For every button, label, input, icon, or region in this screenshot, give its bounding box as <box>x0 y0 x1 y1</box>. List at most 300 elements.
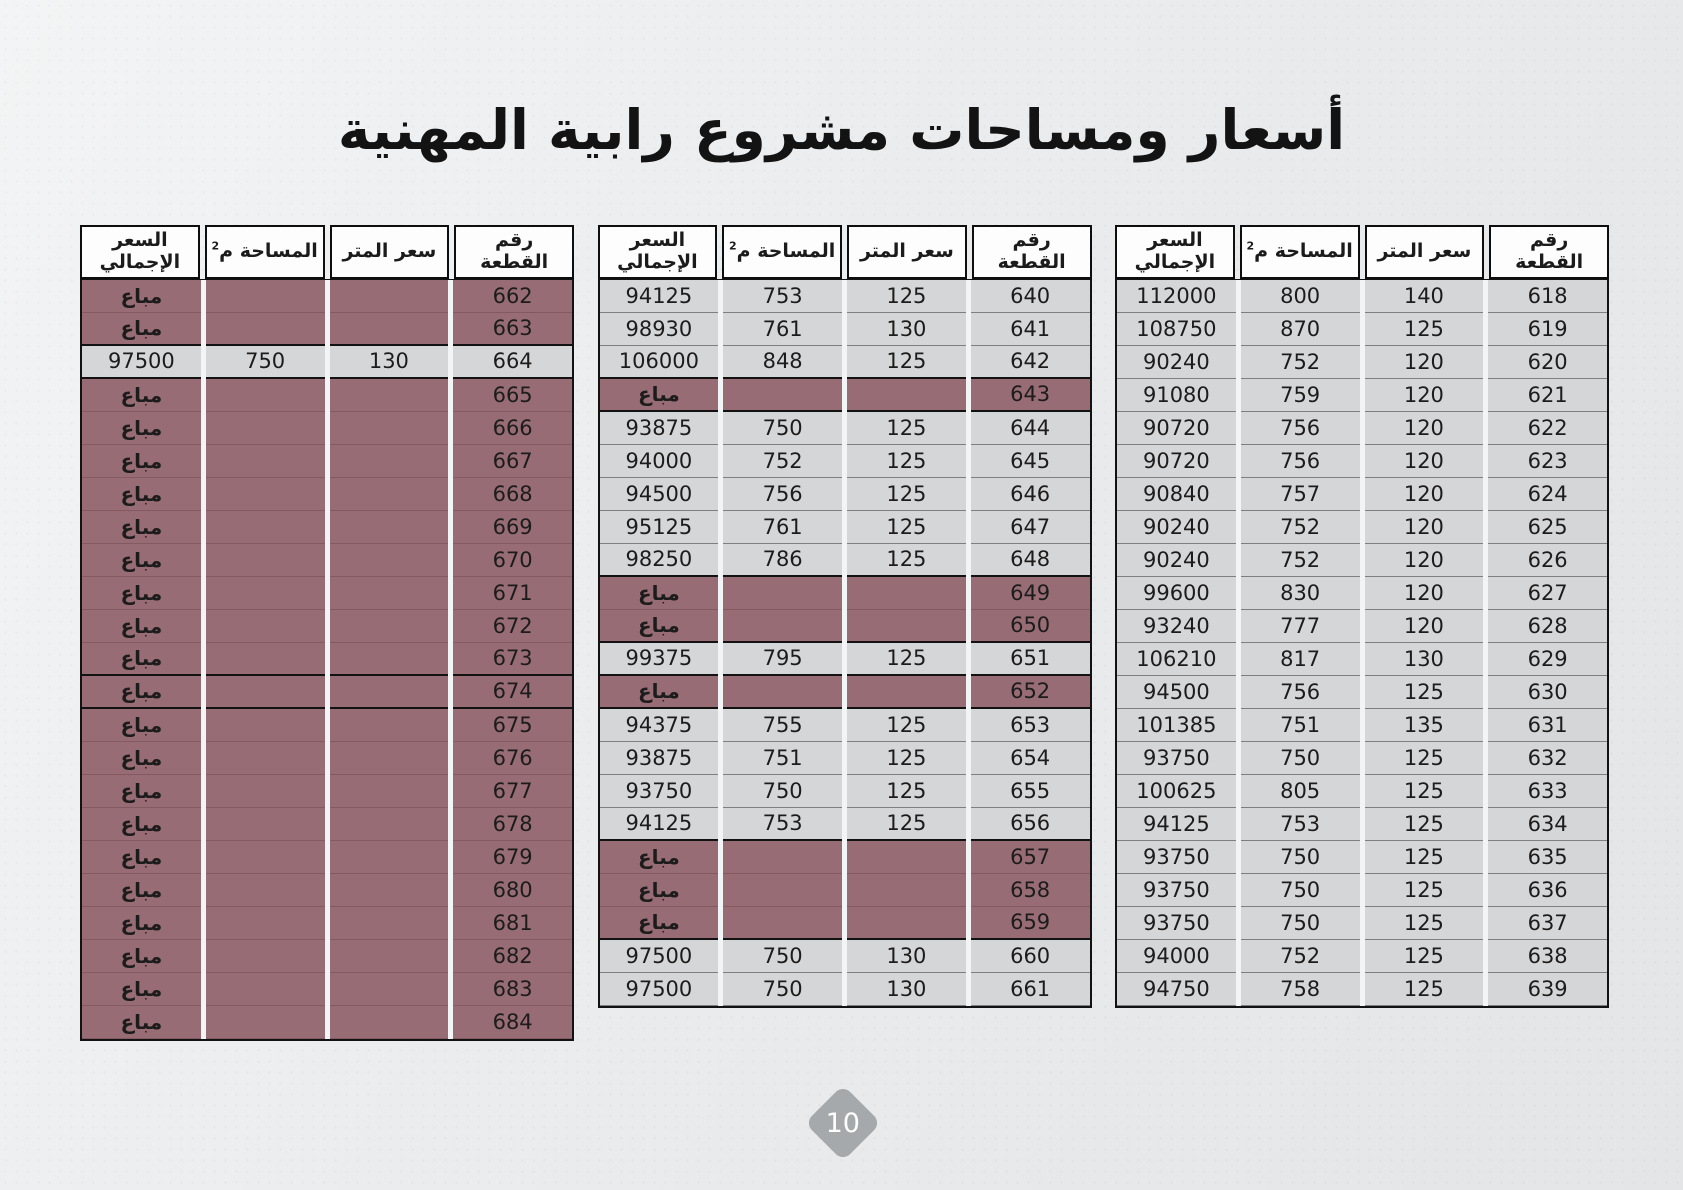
price-table-618-639 <box>1115 225 1609 1008</box>
cell-plot: 670 <box>453 544 572 577</box>
cell-area: 759 <box>1241 379 1360 412</box>
cell-plot: 641 <box>971 313 1090 346</box>
cell-plot: 622 <box>1488 412 1607 445</box>
header-total-price-label: السعر الإجمالي <box>1134 229 1216 273</box>
cell-area <box>206 610 325 643</box>
cell-total: 93240 <box>1117 610 1236 643</box>
header-meter-price-label: سعر المتر <box>859 239 954 262</box>
cell-area <box>206 841 325 874</box>
sold-cell: مباع <box>82 808 201 841</box>
cell-plot: 633 <box>1488 775 1607 808</box>
cell-total: 94000 <box>600 445 719 478</box>
sold-cell: مباع <box>82 742 201 775</box>
sold-cell: مباع <box>82 610 201 643</box>
cell-meter <box>330 280 449 313</box>
sold-cell: مباع <box>82 445 201 478</box>
cell-plot: 659 <box>971 907 1090 940</box>
sold-cell: مباع <box>600 379 719 412</box>
sold-cell: مباع <box>600 907 719 940</box>
cell-area: 756 <box>723 478 842 511</box>
header-meter-price <box>1365 225 1485 279</box>
cell-meter <box>847 841 966 874</box>
sold-cell: مباع <box>600 841 719 874</box>
cell-plot: 672 <box>453 610 572 643</box>
table-header-row <box>598 225 1092 279</box>
cell-meter <box>330 478 449 511</box>
cell-area: 752 <box>1241 544 1360 577</box>
cell-total: 90840 <box>1117 478 1236 511</box>
cell-meter <box>330 709 449 742</box>
header-plot-number <box>972 225 1092 279</box>
cell-meter: 125 <box>847 742 966 775</box>
sold-cell: مباع <box>82 379 201 412</box>
cell-plot: 661 <box>971 973 1090 1006</box>
cell-meter: 125 <box>1365 841 1484 874</box>
cell-meter <box>330 676 449 709</box>
header-area <box>205 225 325 279</box>
cell-plot: 625 <box>1488 511 1607 544</box>
cell-area <box>206 808 325 841</box>
cell-area: 752 <box>1241 346 1360 379</box>
cell-plot: 644 <box>971 412 1090 445</box>
cell-area: 750 <box>723 973 842 1006</box>
header-meter-price-label: سعر المتر <box>1377 239 1472 262</box>
cell-plot: 640 <box>971 280 1090 313</box>
header-meter-price <box>330 225 450 279</box>
cell-total: 97500 <box>600 973 719 1006</box>
cell-area: 751 <box>723 742 842 775</box>
sold-cell: مباع <box>82 478 201 511</box>
cell-meter <box>330 610 449 643</box>
cell-plot: 618 <box>1488 280 1607 313</box>
cell-area <box>723 577 842 610</box>
cell-plot: 669 <box>453 511 572 544</box>
cell-meter: 120 <box>1365 511 1484 544</box>
cell-plot: 645 <box>971 445 1090 478</box>
cell-plot: 682 <box>453 940 572 973</box>
cell-plot: 647 <box>971 511 1090 544</box>
cell-total: 94125 <box>1117 808 1236 841</box>
cell-plot: 631 <box>1488 709 1607 742</box>
cell-area: 750 <box>723 940 842 973</box>
cell-meter: 125 <box>1365 907 1484 940</box>
header-plot-number-label: رقم القطعة <box>1515 229 1584 273</box>
cell-area: 777 <box>1241 610 1360 643</box>
table-body-640-661 <box>598 279 1092 1008</box>
header-area-label: المساحة م$^2$ <box>729 239 836 262</box>
cell-meter <box>330 1006 449 1039</box>
cell-total: 93750 <box>1117 841 1236 874</box>
cell-area: 870 <box>1241 313 1360 346</box>
cell-meter: 125 <box>1365 940 1484 973</box>
cell-area <box>723 379 842 412</box>
cell-meter: 120 <box>1365 478 1484 511</box>
cell-plot: 649 <box>971 577 1090 610</box>
sold-cell: مباع <box>82 973 201 1006</box>
cell-plot: 663 <box>453 313 572 346</box>
cell-area <box>206 544 325 577</box>
cell-meter <box>330 808 449 841</box>
cell-area: 750 <box>1241 907 1360 940</box>
cell-plot: 627 <box>1488 577 1607 610</box>
sold-cell: مباع <box>82 874 201 907</box>
cell-total: 93750 <box>1117 907 1236 940</box>
cell-plot: 679 <box>453 841 572 874</box>
cell-plot: 667 <box>453 445 572 478</box>
cell-meter: 125 <box>847 478 966 511</box>
header-total-price <box>1115 225 1235 279</box>
header-plot-number <box>1489 225 1609 279</box>
cell-plot: 635 <box>1488 841 1607 874</box>
cell-area: 755 <box>723 709 842 742</box>
cell-area: 795 <box>723 643 842 676</box>
cell-area: 750 <box>723 775 842 808</box>
cell-plot: 626 <box>1488 544 1607 577</box>
cell-area: 753 <box>723 280 842 313</box>
cell-plot: 671 <box>453 577 572 610</box>
cell-area: 757 <box>1241 478 1360 511</box>
sold-cell: مباع <box>82 412 201 445</box>
table-body-662-684 <box>80 279 574 1041</box>
cell-plot: 629 <box>1488 643 1607 676</box>
sold-cell: مباع <box>82 1006 201 1039</box>
header-area-label: المساحة م$^2$ <box>211 239 318 262</box>
cell-meter <box>330 412 449 445</box>
cell-meter <box>330 940 449 973</box>
cell-total: 112000 <box>1117 280 1236 313</box>
cell-meter: 125 <box>1365 313 1484 346</box>
header-plot-number-label: رقم القطعة <box>480 229 549 273</box>
cell-meter: 125 <box>847 280 966 313</box>
header-area <box>1240 225 1360 279</box>
cell-area <box>206 907 325 940</box>
cell-meter: 125 <box>847 511 966 544</box>
header-total-price-label: السعر الإجمالي <box>617 229 698 273</box>
cell-meter <box>847 874 966 907</box>
cell-meter <box>847 610 966 643</box>
cell-total: 90720 <box>1117 412 1236 445</box>
cell-plot: 646 <box>971 478 1090 511</box>
sold-cell: مباع <box>82 940 201 973</box>
cell-plot: 643 <box>971 379 1090 412</box>
cell-meter: 125 <box>847 544 966 577</box>
cell-plot: 623 <box>1488 445 1607 478</box>
page-title: أسعار ومساحات مشروع رابية المهنية <box>337 98 1346 162</box>
cell-total: 93875 <box>600 742 719 775</box>
sold-cell: مباع <box>82 643 201 676</box>
sold-cell: مباع <box>82 511 201 544</box>
cell-total: 99600 <box>1117 577 1236 610</box>
cell-meter: 130 <box>847 313 966 346</box>
cell-total: 99375 <box>600 643 719 676</box>
cell-meter <box>330 742 449 775</box>
cell-meter: 125 <box>1365 775 1484 808</box>
cell-meter <box>330 973 449 1006</box>
sold-cell: مباع <box>82 907 201 940</box>
cell-area <box>206 973 325 1006</box>
cell-plot: 619 <box>1488 313 1607 346</box>
cell-meter <box>330 379 449 412</box>
cell-meter <box>330 544 449 577</box>
sold-cell: مباع <box>82 709 201 742</box>
cell-meter <box>330 313 449 346</box>
cell-area: 830 <box>1241 577 1360 610</box>
cell-area: 848 <box>723 346 842 379</box>
cell-plot: 621 <box>1488 379 1607 412</box>
cell-total: 93875 <box>600 412 719 445</box>
cell-total: 94750 <box>1117 973 1236 1006</box>
cell-meter: 125 <box>1365 676 1484 709</box>
cell-plot: 630 <box>1488 676 1607 709</box>
cell-meter: 130 <box>1365 643 1484 676</box>
cell-plot: 624 <box>1488 478 1607 511</box>
cell-plot: 677 <box>453 775 572 808</box>
cell-meter <box>847 577 966 610</box>
cell-plot: 675 <box>453 709 572 742</box>
cell-meter: 130 <box>847 973 966 1006</box>
cell-plot: 658 <box>971 874 1090 907</box>
cell-area <box>206 643 325 676</box>
cell-area <box>206 709 325 742</box>
header-plot-number-label: رقم القطعة <box>997 229 1066 273</box>
cell-area: 750 <box>1241 874 1360 907</box>
cell-total: 93750 <box>1117 874 1236 907</box>
header-area-label: المساحة م$^2$ <box>1246 239 1353 262</box>
cell-meter <box>847 907 966 940</box>
cell-area: 750 <box>1241 841 1360 874</box>
cell-plot: 680 <box>453 874 572 907</box>
cell-area: 756 <box>1241 445 1360 478</box>
header-area <box>722 225 842 279</box>
sold-cell: مباع <box>82 280 201 313</box>
cell-meter <box>847 379 966 412</box>
cell-plot: 620 <box>1488 346 1607 379</box>
cell-area <box>206 874 325 907</box>
cell-meter: 120 <box>1365 346 1484 379</box>
cell-plot: 684 <box>453 1006 572 1039</box>
cell-plot: 650 <box>971 610 1090 643</box>
cell-plot: 657 <box>971 841 1090 874</box>
cell-plot: 662 <box>453 280 572 313</box>
cell-total: 93750 <box>600 775 719 808</box>
cell-meter <box>330 907 449 940</box>
cell-area <box>723 610 842 643</box>
cell-meter <box>330 874 449 907</box>
cell-area <box>723 874 842 907</box>
cell-meter: 130 <box>847 940 966 973</box>
cell-area: 761 <box>723 511 842 544</box>
sold-cell: مباع <box>600 874 719 907</box>
cell-area: 750 <box>1241 742 1360 775</box>
header-total-price <box>80 225 200 279</box>
cell-meter: 125 <box>847 775 966 808</box>
cell-area: 752 <box>723 445 842 478</box>
cell-meter: 125 <box>847 808 966 841</box>
cell-meter: 125 <box>1365 742 1484 775</box>
cell-meter <box>330 511 449 544</box>
cell-plot: 642 <box>971 346 1090 379</box>
cell-plot: 656 <box>971 808 1090 841</box>
cell-plot: 664 <box>453 346 572 379</box>
cell-meter: 125 <box>1365 973 1484 1006</box>
cell-area: 805 <box>1241 775 1360 808</box>
cell-area <box>723 907 842 940</box>
cell-plot: 676 <box>453 742 572 775</box>
cell-area: 753 <box>1241 808 1360 841</box>
cell-plot: 639 <box>1488 973 1607 1006</box>
cell-area <box>723 676 842 709</box>
cell-total: 94375 <box>600 709 719 742</box>
cell-area: 758 <box>1241 973 1360 1006</box>
cell-area: 800 <box>1241 280 1360 313</box>
cell-area <box>206 742 325 775</box>
header-plot-number <box>454 225 574 279</box>
cell-area <box>723 841 842 874</box>
table-body-618-639 <box>1115 279 1609 1008</box>
cell-total: 94500 <box>1117 676 1236 709</box>
page-number-badge <box>805 1085 881 1161</box>
cell-total: 98930 <box>600 313 719 346</box>
cell-area <box>206 379 325 412</box>
cell-plot: 638 <box>1488 940 1607 973</box>
cell-area: 752 <box>1241 511 1360 544</box>
cell-plot: 673 <box>453 643 572 676</box>
sold-cell: مباع <box>82 841 201 874</box>
cell-area: 750 <box>206 346 325 379</box>
sold-cell: مباع <box>600 676 719 709</box>
cell-total: 97500 <box>600 940 719 973</box>
sold-cell: مباع <box>82 313 201 346</box>
cell-plot: 628 <box>1488 610 1607 643</box>
cell-area: 752 <box>1241 940 1360 973</box>
sold-cell: مباع <box>82 676 201 709</box>
tables-area <box>0 225 1683 1041</box>
cell-meter: 125 <box>847 412 966 445</box>
cell-meter: 125 <box>847 643 966 676</box>
header-total-price-label: السعر الإجمالي <box>99 229 181 273</box>
header-area-superscript: 2 <box>1246 239 1255 253</box>
cell-total: 94125 <box>600 808 719 841</box>
page-number: 10 <box>825 1107 861 1139</box>
sold-cell: مباع <box>82 775 201 808</box>
header-area-superscript: 2 <box>211 239 220 253</box>
header-meter-price-label: سعر المتر <box>342 239 437 262</box>
cell-plot: 634 <box>1488 808 1607 841</box>
sold-cell: مباع <box>600 577 719 610</box>
cell-meter: 120 <box>1365 445 1484 478</box>
table-header-row <box>1115 225 1609 279</box>
cell-total: 90240 <box>1117 544 1236 577</box>
cell-area: 756 <box>1241 412 1360 445</box>
cell-plot: 665 <box>453 379 572 412</box>
cell-area <box>206 775 325 808</box>
cell-total: 94000 <box>1117 940 1236 973</box>
cell-total: 100625 <box>1117 775 1236 808</box>
cell-total: 94500 <box>600 478 719 511</box>
cell-area <box>206 445 325 478</box>
price-table-662-684 <box>80 225 574 1041</box>
table-header-row <box>80 225 574 279</box>
cell-meter <box>330 445 449 478</box>
cell-area <box>206 940 325 973</box>
cell-area <box>206 1006 325 1039</box>
cell-total: 108750 <box>1117 313 1236 346</box>
sold-cell: مباع <box>82 544 201 577</box>
price-table-640-661 <box>598 225 1092 1008</box>
cell-area <box>206 313 325 346</box>
cell-area <box>206 280 325 313</box>
cell-area: 756 <box>1241 676 1360 709</box>
cell-total: 90240 <box>1117 511 1236 544</box>
cell-total: 95125 <box>600 511 719 544</box>
cell-plot: 654 <box>971 742 1090 775</box>
cell-area <box>206 511 325 544</box>
cell-total: 98250 <box>600 544 719 577</box>
cell-area: 786 <box>723 544 842 577</box>
cell-total: 90240 <box>1117 346 1236 379</box>
sold-cell: مباع <box>600 610 719 643</box>
cell-plot: 653 <box>971 709 1090 742</box>
cell-plot: 636 <box>1488 874 1607 907</box>
cell-total: 101385 <box>1117 709 1236 742</box>
cell-meter <box>330 841 449 874</box>
cell-area: 751 <box>1241 709 1360 742</box>
cell-plot: 681 <box>453 907 572 940</box>
cell-area <box>206 412 325 445</box>
cell-meter: 125 <box>1365 808 1484 841</box>
cell-meter: 125 <box>1365 874 1484 907</box>
cell-total: 106210 <box>1117 643 1236 676</box>
cell-meter: 125 <box>847 445 966 478</box>
cell-meter: 130 <box>330 346 449 379</box>
cell-meter: 120 <box>1365 577 1484 610</box>
cell-plot: 666 <box>453 412 572 445</box>
cell-plot: 651 <box>971 643 1090 676</box>
cell-plot: 637 <box>1488 907 1607 940</box>
cell-meter: 120 <box>1365 610 1484 643</box>
cell-meter: 120 <box>1365 379 1484 412</box>
cell-plot: 678 <box>453 808 572 841</box>
cell-total: 97500 <box>82 346 201 379</box>
cell-meter: 135 <box>1365 709 1484 742</box>
cell-total: 106000 <box>600 346 719 379</box>
cell-plot: 648 <box>971 544 1090 577</box>
cell-meter: 120 <box>1365 544 1484 577</box>
cell-plot: 674 <box>453 676 572 709</box>
cell-meter <box>330 577 449 610</box>
cell-total: 94125 <box>600 280 719 313</box>
cell-area <box>206 577 325 610</box>
cell-area: 817 <box>1241 643 1360 676</box>
cell-plot: 632 <box>1488 742 1607 775</box>
cell-area: 750 <box>723 412 842 445</box>
cell-plot: 660 <box>971 940 1090 973</box>
cell-plot: 655 <box>971 775 1090 808</box>
cell-meter: 140 <box>1365 280 1484 313</box>
sold-cell: مباع <box>82 577 201 610</box>
cell-area <box>206 676 325 709</box>
cell-area: 753 <box>723 808 842 841</box>
cell-meter <box>847 676 966 709</box>
header-area-superscript: 2 <box>729 239 737 253</box>
cell-total: 91080 <box>1117 379 1236 412</box>
cell-meter: 120 <box>1365 412 1484 445</box>
cell-area: 761 <box>723 313 842 346</box>
cell-plot: 652 <box>971 676 1090 709</box>
cell-plot: 668 <box>453 478 572 511</box>
cell-area <box>206 478 325 511</box>
cell-meter <box>330 643 449 676</box>
